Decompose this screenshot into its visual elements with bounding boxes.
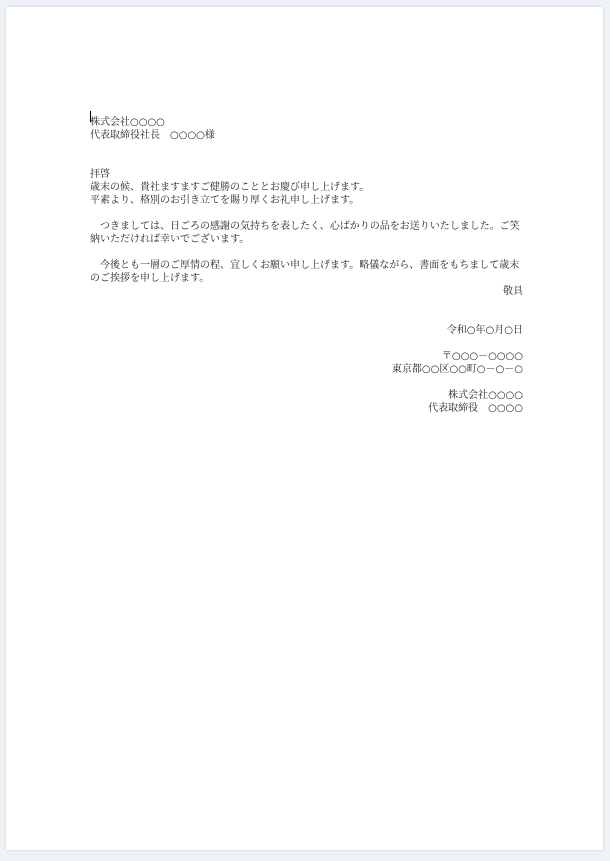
blank-line [90,298,523,311]
blank-line [90,311,523,324]
opening-word: 拝啓 [90,169,110,180]
letter-date: 令和○年○月○日 [446,325,523,336]
document-page [6,7,603,850]
body-paragraph-closing: 今後とも一層のご厚情の程、宜しくお願い申し上げます。略儀ながら、書面をもちまして歳末のご挨拶を申し上げます。 [90,260,520,284]
postal-code: 〒○○○－○○○○ [441,351,523,362]
blank-line [90,155,523,168]
blank-line [90,142,523,155]
sender-address: 東京都○○区○○町○－○－○ [391,364,523,375]
blank-line [90,207,523,220]
closing-word: 敬具 [503,286,523,297]
blank-line [90,337,523,350]
letter-body[interactable] [90,103,523,415]
sender-company: 株式会社○○○○ [448,390,523,401]
seasonal-greeting: 歳末の候、貴社ますますご健勝のこととお慶び申し上げます。 [90,182,370,193]
recipient-name: 代表取締役社長 ○○○○様 [90,130,215,141]
recipient-company: 株式会社○○○○ [90,117,165,128]
blank-line [90,376,523,389]
thanks-greeting: 平素より、格別のお引き立てを賜り厚くお礼申し上げます。 [90,195,360,206]
blank-line [90,246,523,259]
sender-name: 代表取締役 ○○○○ [428,403,523,414]
body-paragraph-gift: つきましては、日ごろの感謝の気持ちを表したく、心ばかりの品をお送りいたしました。ご笑納いただければ幸いでございます。 [90,221,520,245]
blank-line [90,103,523,116]
